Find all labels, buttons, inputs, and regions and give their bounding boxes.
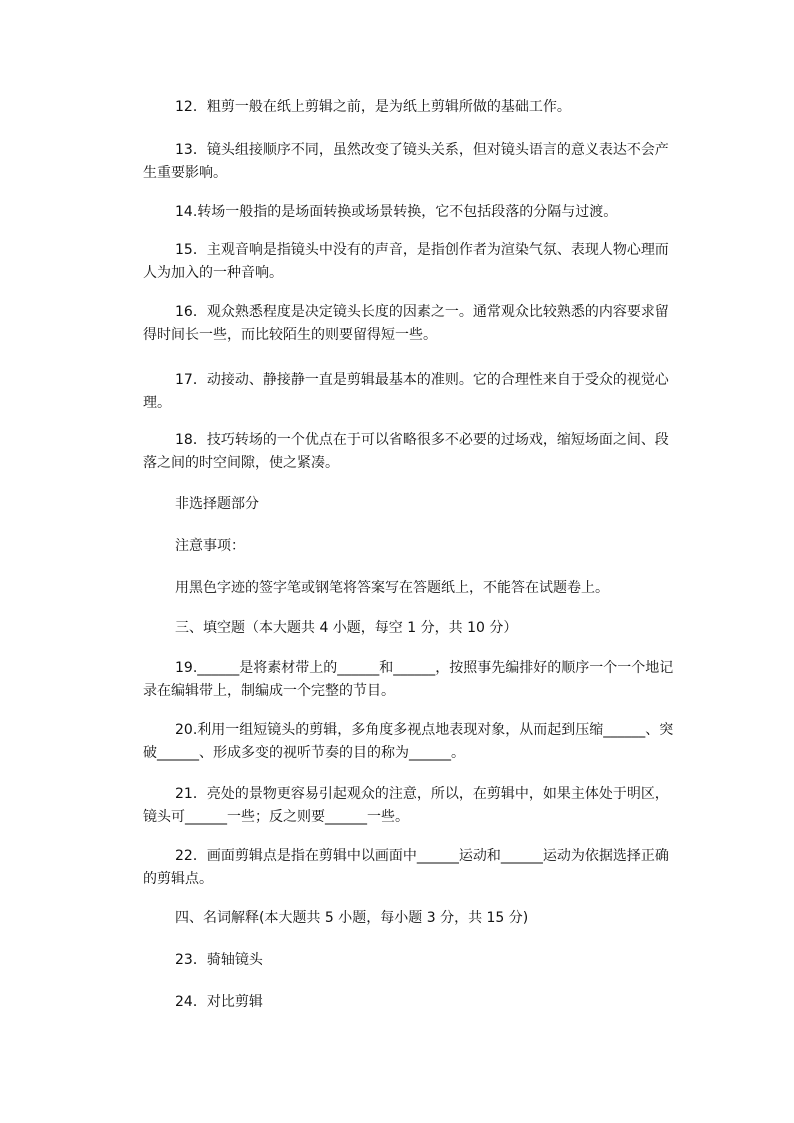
paragraph-line: 15．主观音响是指镜头中没有的声音，是指创作者为渲染气氛、表现人物心理而 [175, 242, 669, 258]
paragraph-line: 四、名词解释(本大题共 5 小题，每小题 3 分，共 15 分) [175, 910, 529, 926]
paragraph-line: 18．技巧转场的一个优点在于可以省略很多不必要的过场戏，缩短场面之间、段 [175, 432, 669, 448]
paragraph-line: 21．亮处的景物更容易引起观众的注意，所以，在剪辑中，如果主体处于明区， [175, 786, 669, 802]
paragraph [143, 783, 669, 829]
paragraph-line: 生重要影响。 [143, 165, 227, 181]
paragraph [143, 429, 669, 475]
paragraph-line: 17．动接动、静接静一直是剪辑最基本的准则。它的合理性来自于受众的视觉心 [175, 372, 669, 388]
paragraph-line: 用黑色字迹的签字笔或钢笔将答案写在答题纸上，不能答在试题卷上。 [175, 580, 609, 596]
paragraph [143, 535, 663, 558]
paragraph [143, 577, 663, 600]
paragraph-line: 落之间的时空间隙，使之紧凑。 [143, 455, 339, 471]
paragraph-line: 16．观众熟悉程度是决定镜头长度的因素之一。通常观众比较熟悉的内容要求留 [175, 304, 669, 320]
paragraph-line: 人为加入的一种音响。 [143, 265, 283, 281]
paragraph [143, 991, 663, 1014]
paragraph-line: 12．粗剪一般在纸上剪辑之前，是为纸上剪辑所做的基础工作。 [175, 99, 571, 115]
paragraph-line: 20.利用一组短镜头的剪辑，多角度多视点地表现对象，从而起到压缩______、突 [175, 722, 674, 738]
paragraph [143, 907, 663, 930]
paragraph-line: 14.转场一般指的是场面转换或场景转换，它不包括段落的分隔与过渡。 [175, 204, 618, 220]
paragraph [143, 719, 674, 765]
paragraph [143, 239, 669, 285]
paragraph [143, 301, 669, 347]
paragraph-line: 理。 [143, 395, 171, 411]
paragraph [143, 949, 663, 972]
paragraph [143, 201, 663, 224]
paragraph [143, 845, 669, 891]
paragraph [143, 369, 669, 415]
paragraph-line: 23．骑轴镜头 [175, 952, 263, 968]
paragraph [143, 617, 663, 640]
paragraph [143, 493, 663, 516]
paragraph-line: 13．镜头组接顺序不同，虽然改变了镜头关系，但对镜头语言的意义表达不会产 [175, 142, 669, 158]
paragraph-line: 的剪辑点。 [143, 871, 213, 887]
paragraph [143, 139, 669, 185]
paragraph [143, 96, 663, 119]
paragraph-line: 镜头可______一些；反之则要______一些。 [143, 809, 409, 825]
paragraph [143, 657, 674, 703]
paragraph-line: 非选择题部分 [175, 496, 259, 512]
paragraph-line: 三、填空题（本大题共 4 小题，每空 1 分，共 10 分） [175, 620, 518, 636]
paragraph-line: 得时间长一些，而比较陌生的则要留得短一些。 [143, 327, 437, 343]
paragraph-line: 录在编辑带上，制编成一个完整的节目。 [143, 683, 395, 699]
paragraph-line: 19.______是将素材带上的______和______，按照事先编排好的顺序一个一个地记 [175, 660, 674, 676]
paragraph-line: 22．画面剪辑点是指在剪辑中以画面中______运动和______运动为依据选择正确 [175, 848, 669, 864]
paragraph-line: 注意事项： [175, 538, 245, 554]
paragraph-line: 破______、形成多变的视听节奏的目的称为______。 [143, 745, 465, 761]
paragraph-line: 24．对比剪辑 [175, 994, 263, 1010]
